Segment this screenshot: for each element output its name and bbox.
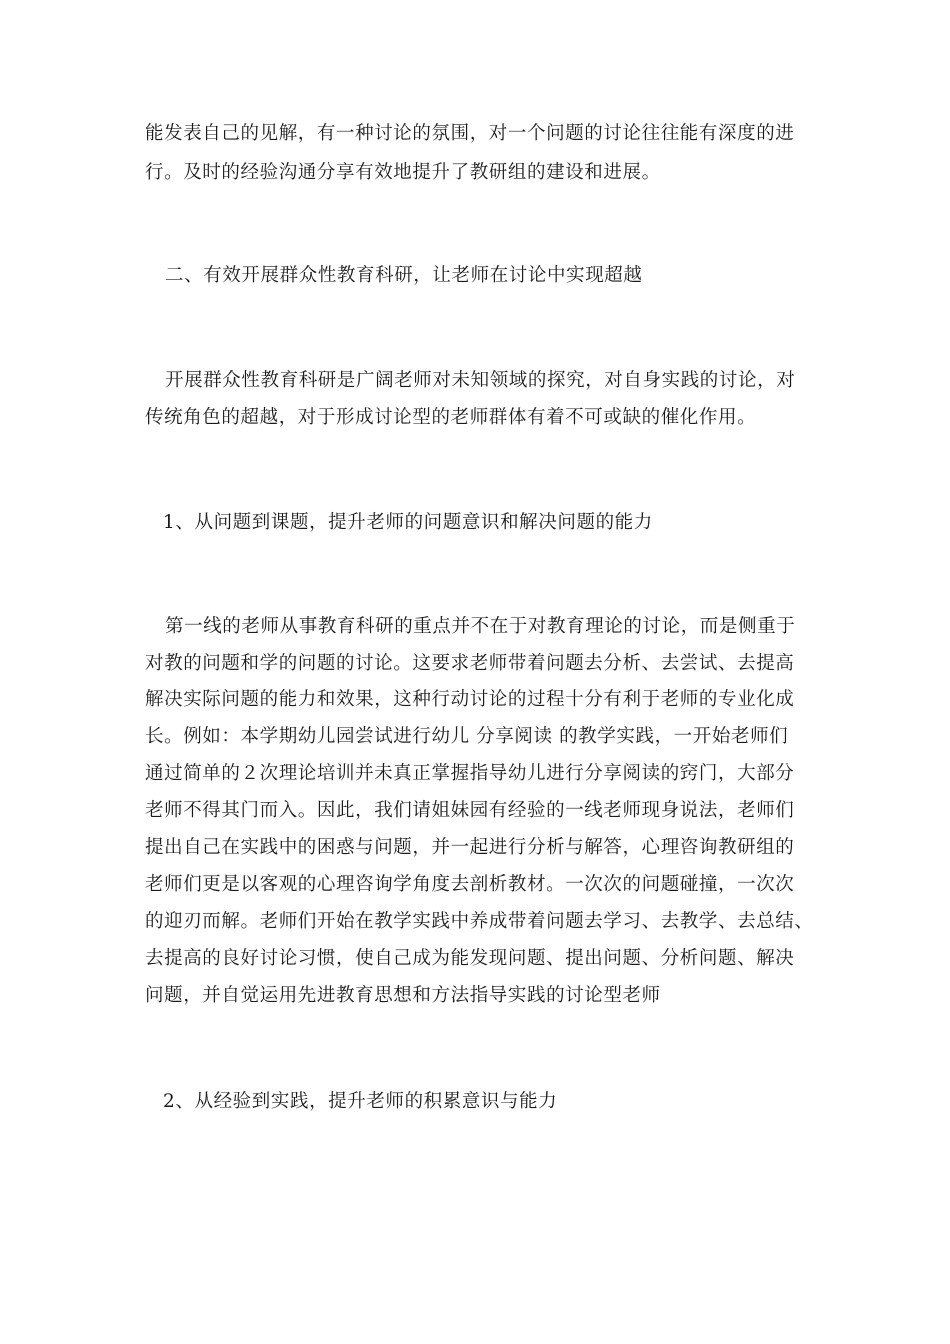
paragraph-3-line-5: 通过简单的２次理论培训并未真正掌握指导幼儿进行分享阅读的窍门，大部分 [145, 763, 795, 784]
paragraph-3-line-3: 解决实际问题的能力和效果，这种行动讨论的过程十分有利于老师的专业化成 [145, 689, 795, 710]
paragraph-3-line-1: 第一线的老师从事教育科研的重点并不在于对教育理论的讨论，而是侧重于 [165, 616, 796, 637]
paragraph-3-line-2: 对教的问题和学的问题的讨论。这要求老师带着问题去分析、去尝试、去提高 [145, 653, 795, 674]
section-heading-2: 二、有效开展群众性教育科研，让老师在讨论中实现超越 [165, 265, 643, 286]
paragraph-3-line-6: 老师不得其门而入。因此，我们请姐妹园有经验的一线老师现身说法，老师们 [145, 800, 795, 821]
paragraph-2-line-1: 开展群众性教育科研是广阔老师对未知领域的探究，对自身实践的讨论，对 [165, 370, 796, 391]
paragraph-intro-line-1: 能发表自己的见解，有一种讨论的氛围，对一个问题的讨论往往能有深度的进 [145, 123, 795, 144]
subheading-1: 1、从问题到课题，提升老师的问题意识和解决问题的能力 [163, 512, 653, 533]
paragraph-3-line-8: 老师们更是以客观的心理咨询学角度去剖析教材。一次次的问题碰撞，一次次 [145, 874, 795, 895]
paragraph-3-line-7: 提出自己在实践中的困惑与问题，并一起进行分析与解答，心理咨询教研组的 [145, 837, 795, 858]
paragraph-intro-line-2: 行。及时的经验沟通分享有效地提升了教研组的建设和进展。 [145, 162, 661, 183]
paragraph-3-line-9: 的迎刃而解。老师们开始在教学实践中养成带着问题去学习、去教学、去总结、 [145, 911, 814, 932]
paragraph-3-line-11: 问题，并自觉运用先进教育思想和方法指导实践的讨论型老师 [145, 985, 661, 1006]
subheading-2: 2、从经验到实践，提升老师的积累意识与能力 [163, 1091, 558, 1112]
paragraph-3-line-10: 去提高的良好讨论习惯，使自己成为能发现问题、提出问题、分析问题、解决 [145, 948, 795, 969]
paragraph-3-line-4: 长。例如：本学期幼儿园尝试进行幼儿 分享阅读 的教学实践，一开始老师们 [145, 726, 789, 747]
paragraph-2-line-2: 传统角色的超越，对于形成讨论型的老师群体有着不可或缺的催化作用。 [145, 407, 757, 428]
